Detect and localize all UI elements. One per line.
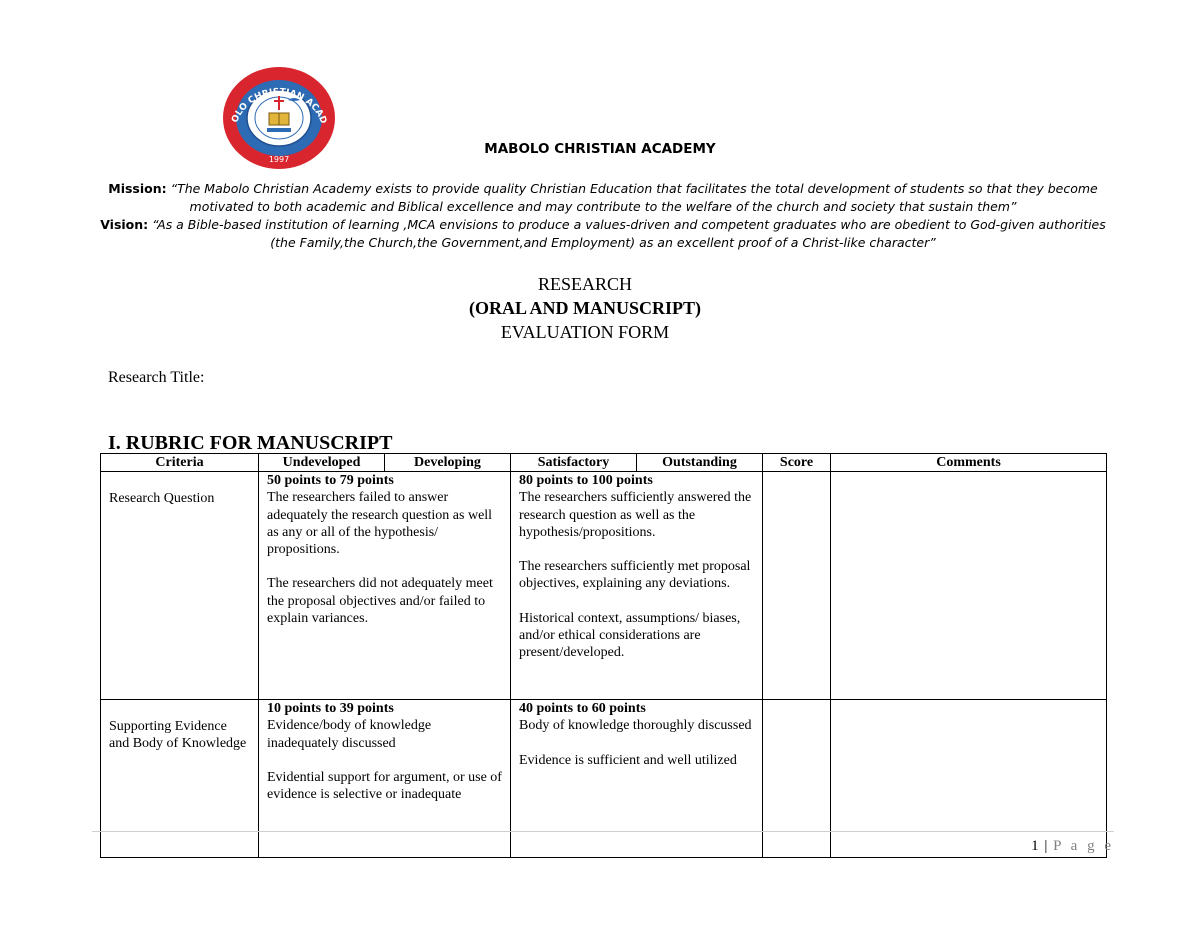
low-range-cell [259,472,511,700]
header-criteria: Criteria [101,454,259,472]
header-developing: Developing [414,455,481,470]
mission-text: “The Mabolo Christian Academy exists to provide quality Christian Education that facilitates the total development of students so that they become motivated to both academic and Biblical excellence and may contribute to the welfare of the church and society that sustain them” [166,181,1098,214]
title-oral-manuscript: (ORAL AND MANUSCRIPT) [468,298,701,318]
rubric-table [100,453,1107,858]
mission-statement [96,180,1110,216]
table-header-row [101,454,1107,472]
descriptor-text: The researchers failed to answer adequately the research question as well as any or all of the hypothesis/ propositions. [267,490,493,558]
descriptor-text: The researchers did not adequately meet the proposal objectives and/or failed to explain variances. [267,576,493,627]
svg-text:1997: 1997 [268,155,290,164]
mission-label: Mission: [108,181,167,196]
descriptor-text: Evidence/body of knowledge inadequately discussed [267,718,432,751]
descriptor-text: The researchers sufficiently answered the research question as well as the hypothesis/propositions. [519,490,752,540]
vision-statement [96,216,1110,252]
section-heading: I. RUBRIC FOR MANUSCRIPT [108,432,393,454]
points-range: 50 points to 79 points [267,473,394,488]
high-range-cell [511,700,763,858]
header-satisfactory-outstanding [511,454,763,472]
page-number [1031,838,1114,855]
descriptor-text: Historical context, assumptions/ biases, and/or ethical considerations are present/developed. [519,610,741,661]
table-row [101,700,1107,858]
title-research: RESEARCH [537,274,633,294]
header-outstanding: Outstanding [662,455,737,470]
score-cell[interactable] [763,472,831,700]
header-score: Score [763,454,831,472]
table-row [101,472,1107,700]
mission-vision [96,180,1110,252]
vision-text: “As a Bible-based institution of learning ,MCA envisions to produce a values-driven and competent graduates who are obedient to God-given authorities (the Family,the Church,the Government,and Employment) as an excellent proof of a Christ-like character” [148,217,1106,250]
header-satisfactory: Satisfactory [511,454,637,471]
criteria-cell: Supporting Evidence and Body of Knowledge [101,700,259,858]
research-title-label: Research Title: [108,369,205,386]
comments-cell[interactable] [831,472,1107,700]
high-range-cell [511,472,763,700]
page-number-value: 1 [1031,838,1040,854]
criteria-cell: Research Question [101,472,259,700]
header-comments: Comments [831,454,1107,472]
page-label: P a g e [1053,838,1114,854]
comments-cell[interactable] [831,700,1107,858]
header-undeveloped-developing [259,454,511,472]
points-range: 10 points to 39 points [267,701,394,716]
svg-text:MABOLO CHRISTIAN ACADEMY: OLO CHRISTIAN ACAD [230,87,329,126]
page-separator: | [1039,838,1054,854]
vision-label: Vision: [100,217,149,232]
title-evaluation-form: EVALUATION FORM [500,322,670,342]
descriptor-text: The researchers sufficiently met proposal objectives, explaining any deviations. [519,559,751,592]
score-cell[interactable] [763,700,831,858]
header-undeveloped: Undeveloped [259,454,385,471]
descriptor-text: Evidential support for argument, or use of evidence is selective or inadequate [267,769,502,803]
descriptor-text: Body of knowledge thoroughly discussed [519,718,752,734]
descriptor-text: Evidence is sufficient and well utilized [519,752,737,768]
points-range: 80 points to 100 points [519,473,653,488]
school-name: MABOLO CHRISTIAN ACADEMY [484,141,716,157]
points-range: 40 points to 60 points [519,701,646,716]
footer-divider [92,831,1114,832]
low-range-cell [259,700,511,858]
